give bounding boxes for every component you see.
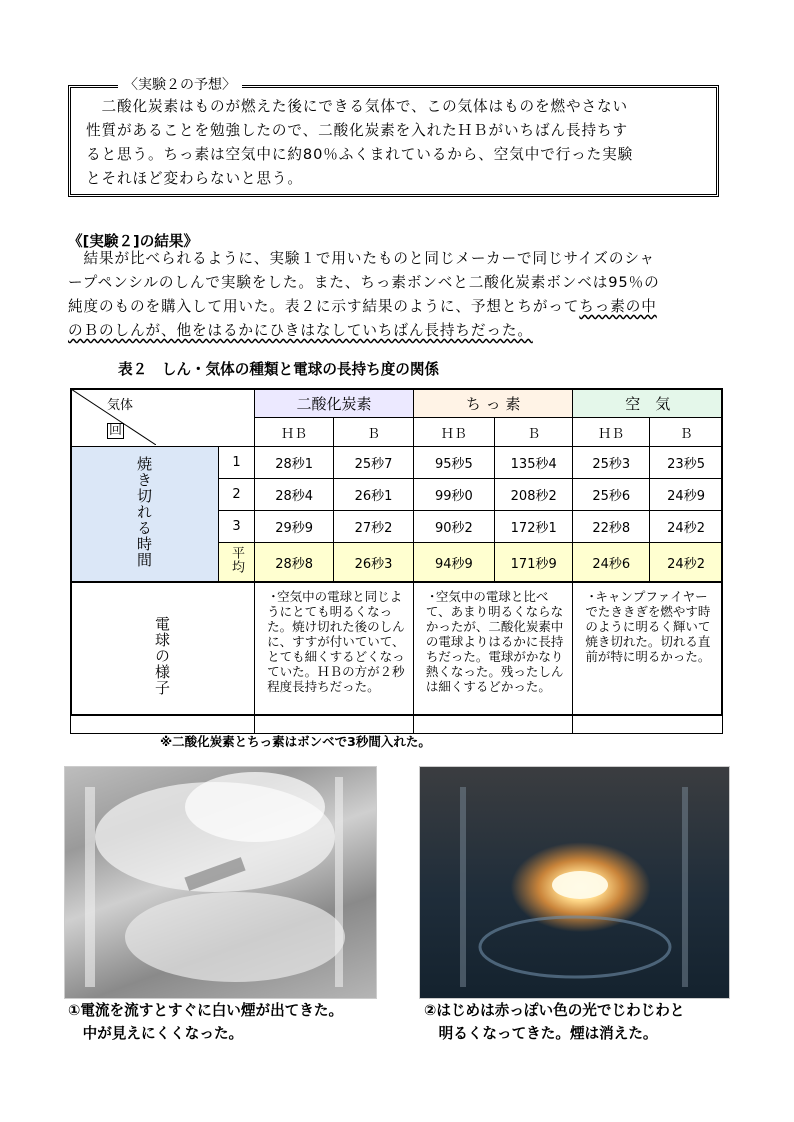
average-cell: 24秒2 bbox=[650, 543, 723, 583]
table-cell: 28秒4 bbox=[255, 479, 334, 511]
desc-air bbox=[573, 582, 723, 734]
desc-label: 電球の様子 bbox=[153, 616, 172, 696]
table-cell: 24秒2 bbox=[650, 511, 723, 543]
prediction-line: とそれほど変わらないと思う。 bbox=[86, 170, 303, 187]
trial-label: 1 bbox=[219, 447, 255, 479]
table-cell: 90秒2 bbox=[413, 511, 494, 543]
photo1-caption bbox=[68, 999, 343, 1045]
table-caption: 表２ しん・気体の種類と電球の長持ち度の関係 bbox=[118, 361, 440, 378]
photo-glow bbox=[419, 766, 730, 999]
row-group-label: 焼き切れる時間 bbox=[135, 456, 153, 568]
table-cell: 28秒1 bbox=[255, 447, 334, 479]
prediction-line: 性質があることを勉強したので、二酸化炭素を入れたＨＢがいちばん長持ちす bbox=[86, 122, 628, 139]
table-cell: 99秒0 bbox=[413, 479, 494, 511]
desc-text: 空気中の電球と比べて、あまり明るくならなかったが、二酸化炭素中の電球よりはるかに長持ちだった。電球がかなり熱くなった。残ったしんは細くするどかった。 bbox=[425, 589, 564, 694]
average-label-cell bbox=[219, 543, 255, 583]
bullet: ・ bbox=[267, 589, 280, 604]
table-cell: 26秒1 bbox=[334, 479, 414, 511]
lead-header: ＨＢ bbox=[573, 418, 650, 447]
average-label: 平均 bbox=[229, 546, 245, 574]
table-cell: 172秒1 bbox=[495, 511, 573, 543]
average-cell: 26秒3 bbox=[334, 543, 414, 583]
lead-header: Ｂ bbox=[495, 418, 573, 447]
prediction-title: 〈実験２の予想〉 bbox=[118, 74, 242, 94]
table-cell: 25秒6 bbox=[573, 479, 650, 511]
table-cell: 25秒3 bbox=[573, 447, 650, 479]
photo2-caption bbox=[424, 999, 684, 1045]
result-line bbox=[68, 295, 728, 319]
desc-n2 bbox=[413, 582, 573, 734]
row-group-label-cell bbox=[71, 447, 219, 583]
bullet: ・ bbox=[425, 589, 439, 604]
lead-header: ＨＢ bbox=[413, 418, 494, 447]
average-cell: 28秒8 bbox=[255, 543, 334, 583]
desc-text: キャンプファイヤーでたききぎを燃やす時のように明るく輝いて焼き切れた。切れる直前が特に明るかった。 bbox=[585, 589, 711, 664]
result-line bbox=[68, 319, 728, 343]
results-table bbox=[70, 388, 723, 734]
caption-line: 明るくなってきた。煙は消えた。 bbox=[424, 1025, 658, 1042]
lead-header: Ｂ bbox=[650, 418, 723, 447]
underlined-text: ちっ素の中 bbox=[579, 298, 657, 315]
table-cell: 135秒4 bbox=[495, 447, 573, 479]
result-text bbox=[68, 247, 728, 343]
prediction-text bbox=[86, 95, 708, 191]
lead-header: Ｂ bbox=[334, 418, 414, 447]
table-cell: 24秒9 bbox=[650, 479, 723, 511]
table-cell: 29秒9 bbox=[255, 511, 334, 543]
lead-header: ＨＢ bbox=[255, 418, 334, 447]
caption-line: ②はじめは赤っぽい色の光でじわじわと bbox=[424, 1002, 685, 1019]
trial-label: 2 bbox=[219, 479, 255, 511]
prediction-line: 二酸化炭素はものが燃えた後にできる気体で、この気体はものを燃やさない bbox=[86, 98, 628, 115]
corner-cell bbox=[71, 389, 255, 447]
result-line-text: 純度のものを購入して用いた。表２に示す結果のように、予想とちがって bbox=[68, 298, 580, 315]
smoke-illustration bbox=[65, 767, 376, 998]
result-heading: 《[実験２]の結果》 bbox=[68, 233, 199, 250]
gas-header-air: 空 気 bbox=[573, 389, 723, 418]
gas-header-n2: ち っ 素 bbox=[413, 389, 573, 418]
average-cell: 171秒9 bbox=[495, 543, 573, 583]
bulb-glow-illustration bbox=[420, 767, 729, 998]
table-cell: 23秒5 bbox=[650, 447, 723, 479]
photo-smoke bbox=[64, 766, 377, 999]
bullet: ・ bbox=[585, 589, 598, 604]
table-note: ※二酸化炭素とちっ素はボンベで3秒間入れた。 bbox=[160, 734, 431, 749]
caption-line: ①電流を流すとすぐに白い煙が出てきた。 bbox=[68, 1002, 344, 1019]
table-cell: 95秒5 bbox=[413, 447, 494, 479]
desc-text: 空気中の電球と同じようにとても明るくなった。焼け切れた後のしんに、すすが付いていて、とても細くするどくなっていた。ＨＢの方が２秒程度長持ちだった。 bbox=[267, 589, 405, 694]
caption-line: 中が見えにくくなった。 bbox=[68, 1025, 244, 1042]
result-line: ープペンシルのしんで実験をした。また、ちっ素ボンベと二酸化炭素ボンベは95％の bbox=[68, 274, 660, 291]
desc-label-cell bbox=[71, 582, 255, 734]
corner-gas-label: 気体 bbox=[107, 398, 134, 413]
gas-header-co2: 二酸化炭素 bbox=[255, 389, 414, 418]
trial-label: 3 bbox=[219, 511, 255, 543]
desc-co2 bbox=[255, 582, 414, 734]
average-cell: 94秒9 bbox=[413, 543, 494, 583]
result-line: 結果が比べられるように、実験１で用いたものと同じメーカーで同じサイズのシャ bbox=[68, 250, 656, 267]
table-cell: 22秒8 bbox=[573, 511, 650, 543]
underlined-text: のＢのしんが、他をはるかにひきはなしていちばん長持ちだった。 bbox=[68, 322, 533, 339]
prediction-line: ると思う。ちっ素は空気中に約80％ふくまれているから、空気中で行った実験 bbox=[86, 146, 634, 163]
table-cell: 27秒2 bbox=[334, 511, 414, 543]
table-cell: 208秒2 bbox=[495, 479, 573, 511]
corner-trial-label: 回 bbox=[109, 423, 123, 438]
average-cell: 24秒6 bbox=[573, 543, 650, 583]
table-cell: 25秒7 bbox=[334, 447, 414, 479]
